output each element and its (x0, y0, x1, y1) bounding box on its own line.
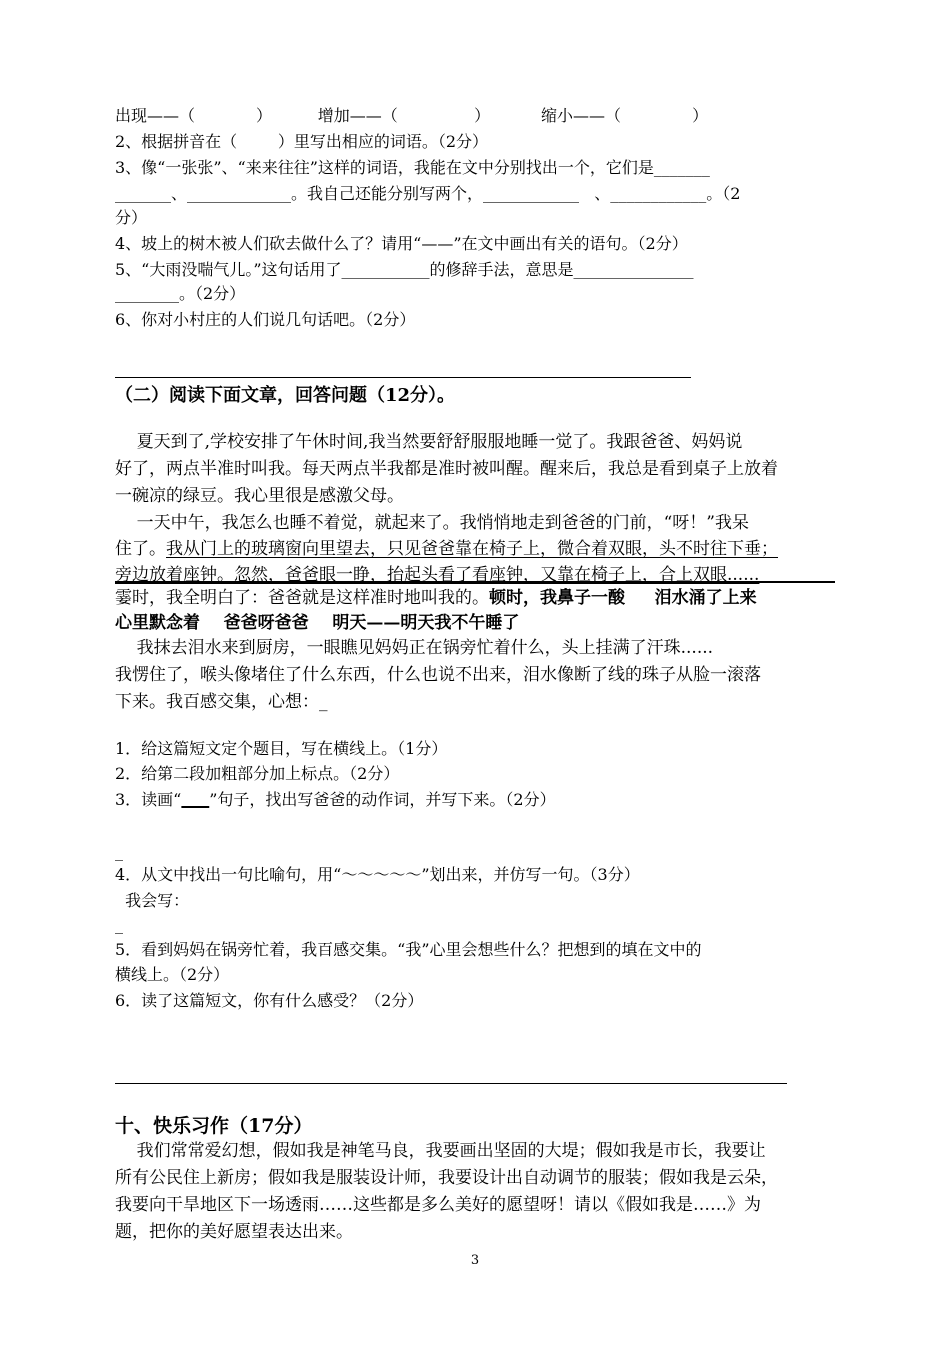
double-underline (115, 581, 835, 583)
question-b6: 6．读了这篇短文，你有什么感受？（2分） (115, 991, 424, 1010)
writing-prompt-line3: 我要向干旱地区下一场透雨……这些都是多么美好的愿望呀！请以《假如我是……》为 (115, 1195, 761, 1215)
underlined-sentence: 我从门上的玻璃窗向里望去，只见爸爸靠在椅子上，微合着双眼，头不时往下垂； (166, 539, 778, 559)
underline-sample (181, 790, 209, 809)
question-b3-text-2: ”句子，找出写爸爸的动作词，并写下来。（2分） (209, 790, 556, 809)
question-b3 (115, 788, 556, 812)
bold-section-1: 顿时，我鼻子一酸 泪水涌了上来 (489, 588, 757, 608)
question-b2: 2．给第二段加粗部分加上标点。（2分） (115, 764, 400, 783)
passage-p1-line2: 好了，两点半准时叫我。每天两点半我都是准时被叫醒。醒来后，我总是看到桌子上放着 (115, 459, 778, 479)
question-a3-line1: 3、像“一张张”、“来来往往”这样的词语，我能在文中分别找出一个，它们是_______ (115, 158, 710, 177)
question-a3-line3: 分） (115, 208, 148, 227)
passage-p1-line3: 一碗凉的绿豆。我心里很是感激父母。 (115, 486, 404, 506)
question-b4: 4．从文中找出一句比喻句，用“～～～～～”划出来，并仿写一句。（3分） (115, 865, 640, 884)
answer-rule (115, 377, 691, 378)
passage-p1-line1: 夏天到了,学校安排了午休时间,我当然要舒舒服服地睡一觉了。我跟爸爸、妈妈说 (115, 432, 743, 452)
passage-p3-line3: 下来。我百感交集，心想：_ (115, 692, 328, 712)
question-a5-line2: ________。（2分） (115, 284, 246, 303)
page-number: 3 (470, 1253, 480, 1268)
writing-prompt-line4: 题，把你的美好愿望表达出来。 (115, 1222, 353, 1242)
question-b3-text: 3．读画“ (115, 790, 182, 809)
question-b4-prompt: 我会写： (115, 891, 190, 910)
passage-p3-line2: 我愣住了，喉头像堵住了什么东西，什么也说不出来，泪水像断了线的珠子从脸一滚落 (115, 665, 761, 685)
passage-p2-text: 住了。 (115, 539, 166, 559)
passage-p2-line4 (115, 586, 757, 610)
answer-blank-1: _ (115, 842, 123, 861)
question-a3-line2: _______、_____________。我自己还能分别写两个，____________ 、____________。（2 (115, 184, 741, 203)
passage-p2-line2 (115, 537, 778, 561)
underlined-sentence-cont: 旁边放着座钟。忽然，爸爸眼一睁，抬起头看了看座钟，又靠在椅子上，合上双眼...... (115, 565, 760, 585)
writing-prompt-line2: 所有公民住上新房；假如我是服装设计师，我要设计出自动调节的服装；假如我是云朵， (115, 1168, 778, 1188)
question-a6: 6、你对小村庄的人们说几句话吧。（2分） (115, 310, 416, 329)
question-b1: 1．给这篇短文定个题目，写在横线上。（1分） (115, 739, 448, 758)
section-b-heading: （二）阅读下面文章，回答问题（12分）。 (115, 385, 456, 406)
answer-rule-2 (115, 1083, 787, 1084)
answer-blank-2: _ (115, 915, 123, 934)
question-a2: 2、根据拼音在（ ）里写出相应的词语。（2分） (115, 132, 489, 151)
question-a4: 4、坡上的树木被人们砍去做什么了？请用“——”在文中画出有关的语句。（2分） (115, 234, 688, 253)
question-b5-line2: 横线上。（2分） (115, 965, 230, 984)
passage-p3-line1: 我抹去泪水来到厨房，一眼瞧见妈妈正在锅旁忙着什么，头上挂满了汗珠...... (115, 638, 714, 658)
passage-p2-line1: 一天中午，我怎么也睡不着觉，就起来了。我悄悄地走到爸爸的门前，“呀！”我呆 (115, 513, 749, 533)
section-c-heading: 十、快乐习作（17分） (115, 1115, 313, 1137)
passage-p2-text-2: 霎时，我全明白了：爸爸就是这样准时地叫我的。 (115, 588, 489, 608)
answer-line-appear-add-shrink: 出现——（ ） 增加——（ ） 缩小——（ ） (115, 106, 709, 125)
question-b5-line1: 5．看到妈妈在锅旁忙着，我百感交集。“我”心里会想些什么？把想到的填在文中的 (115, 940, 702, 959)
bold-section-2: 心里默念着 爸爸呀爸爸 明天——明天我不午睡了 (115, 613, 520, 633)
writing-prompt-line1: 我们常常爱幻想，假如我是神笔马良，我要画出坚固的大堤；假如我是市长，我要让 (115, 1141, 766, 1161)
question-a5-line1: 5、“大雨没喘气儿。”这句话用了___________的修辞手法，意思是_______________ (115, 260, 694, 279)
